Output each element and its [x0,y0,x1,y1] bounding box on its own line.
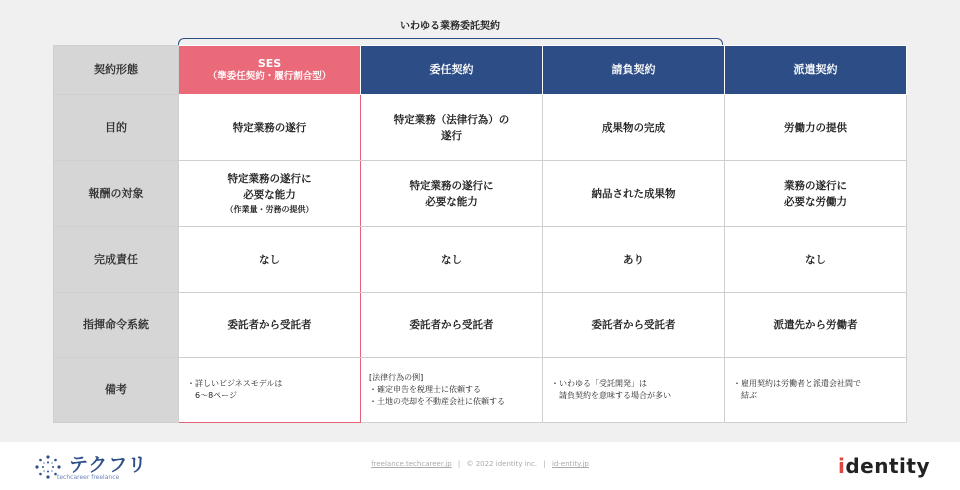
cell-text: 遂行 [441,129,462,142]
column-header-ses [179,46,361,95]
identity-logo-text: dentity [845,454,930,478]
cell-purpose-inin [361,95,543,161]
note-text: 請負契約を意味する場合が多い [559,391,671,400]
cell-text: 特定業務（法律行為）の [393,113,510,126]
identity-logo[interactable] [838,454,930,478]
cell-liability-ukeoi: あり [543,227,725,293]
cell-liability-inin: なし [361,227,543,293]
cell-purpose-ses: 特定業務の遂行 [179,95,361,161]
identity-logo-i: i [838,454,846,478]
footer-link-techcareer[interactable]: freelance.techcareer.jp [371,460,452,468]
row-label-liability: 完成責任 [54,227,179,293]
cell-liability-ses: なし [179,227,361,293]
corner-cell: 契約形態 [54,46,179,95]
footer [0,442,960,490]
note-text: ・詳しいビジネスモデルは [187,379,283,388]
techfuri-logo[interactable] [33,450,173,482]
note-text: ・いわゆる「受託開発」は [551,379,647,388]
bracket-label: いわゆる業務委託契約 [400,21,500,32]
table-row [54,293,907,358]
brand-name: テクフリ [69,454,148,476]
cell-text: 必要な能力 [243,189,296,201]
cell-reward-ses [179,161,361,227]
row-label-reward: 報酬の対象 [54,161,179,227]
column-header-ukeoi: 請負契約 [543,46,725,95]
cell-reward-haken [725,161,907,227]
table-header-row [54,46,907,95]
cell-notes-haken [725,358,907,423]
column-header-haken: 派遣契約 [725,46,907,95]
cell-subtext: （作業量・労務の提供） [225,205,314,214]
cell-reward-inin [361,161,543,227]
row-label-notes: 備考 [54,358,179,423]
cell-liability-haken: なし [725,227,907,293]
cell-text: 特定業務の遂行に [227,173,312,185]
ses-subtitle: （準委任契約・履行割合型） [207,71,332,82]
separator: | [457,460,461,468]
note-text: 結ぶ [741,391,757,400]
cell-purpose-haken: 労働力の提供 [725,95,907,161]
cell-command-ses: 委託者から受託者 [179,293,361,358]
cell-text: 必要な能力 [425,195,478,208]
table-row [54,95,907,161]
cell-purpose-ukeoi: 成果物の完成 [543,95,725,161]
note-text: 6〜8ページ [195,391,238,400]
table-row [54,227,907,293]
footer-link-identity[interactable]: id-entity.jp [551,460,589,468]
footer-links [330,460,630,468]
column-header-inin: 委任契約 [361,46,543,95]
comparison-table [53,45,907,423]
cell-text: 必要な労働力 [784,195,847,208]
cell-command-ukeoi: 委託者から受託者 [543,293,725,358]
cell-notes-ses [179,358,361,423]
cell-text: 特定業務の遂行に [409,179,494,192]
copyright: © 2022 identity inc. [466,460,538,468]
note-text: ・雇用契約は労働者と派遣会社間で [733,379,861,388]
note-text: [法律行為の例] [369,373,424,382]
ses-title: SES [257,57,282,70]
cell-command-haken: 派遣先から労働者 [725,293,907,358]
cell-text: 業務の遂行に [784,179,847,192]
cell-notes-ukeoi [543,358,725,423]
note-text: ・土地の売却を不動産会社に依頼する [369,397,505,406]
cell-reward-ukeoi: 納品された成果物 [543,161,725,227]
row-label-command: 指揮命令系統 [54,293,179,358]
table-row [54,358,907,423]
brand-subtitle: techcareer freelance [57,474,120,481]
cell-command-inin: 委託者から受託者 [361,293,543,358]
table-row [54,161,907,227]
note-text: ・確定申告を税理士に依頼する [369,385,481,394]
row-label-purpose: 目的 [54,95,179,161]
cell-notes-inin [361,358,543,423]
separator: | [543,460,546,468]
